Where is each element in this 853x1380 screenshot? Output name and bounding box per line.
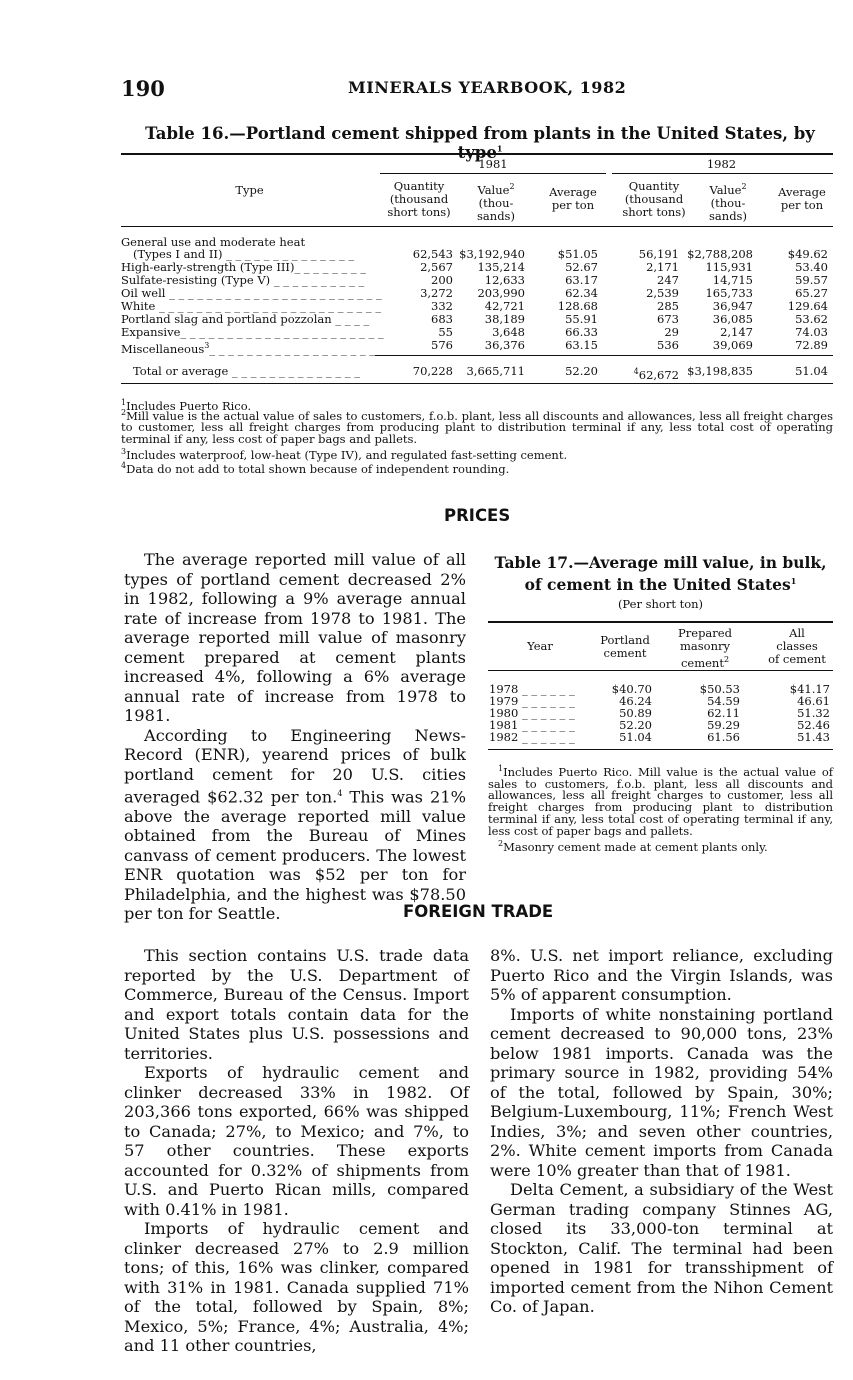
table16-cell: 332 [431,299,453,313]
table16-cell: $51.05 [557,247,598,261]
table16-cell: 165,733 [705,286,753,300]
table17-bottom-rule [488,749,833,750]
table16-col-qty-1982: Quantity (thousand short tons) [622,179,686,219]
table16-cell: 2,147 [720,325,753,339]
table16-header-rule [121,226,833,227]
table16-row-label: Expansive_ _ _ _ _ _ _ _ _ _ _ _ _ _ _ _ _ _ _ _ _ _ [121,325,384,339]
table16-footnote: $^3$Includes waterproof, low-heat (Type IV), and regulated fast-setting cement. [121,447,568,462]
table16-cell: $3,192,940 [459,247,525,261]
table16-cell: 12,633 [484,273,525,287]
table16-row-label: Sulfate-resisting (Type V) _ _ _ _ _ _ _ _ _ _ [121,273,365,287]
table17-cell: 52.20 [619,718,652,732]
table16-cell: 115,931 [705,260,753,274]
table16-cell: 59.57 [795,273,828,287]
table16-cell: 3,272 [420,286,453,300]
table17-cell: 62.11 [707,706,740,720]
foreign-trade-para: Imports of white nonstaining portland cement decreased to 90,000 tons, 23% below 1981 imports. Canada was the primary source in 1982, providing 54% of the total, followed by Spain, 30%; Belgium-Luxembourg, 11%; French West Indies, 3%; and seven other countries, 2%. White cement imports from Canada were 10% greater than that of 1981. [490,1004,833,1180]
table16-cell: 247 [657,273,679,287]
table17-year: 1978 _ _ _ _ _ _ [489,682,575,696]
table17-footnote: $^1$Includes Puerto Rico. Mill value is the actual value of sales to customers, f.o.b. plant, less all discounts and allowances, less all freight charges to customer, less all freight charges from producing plant to distribution terminal if any, less total cost of operating terminal if any, less cost of paper bags and pallets. [488,764,833,838]
table16-title: Table 16.—Portland cement shipped from plants in the United States, by $^1$ [145,124,815,154]
table16-col-val-1982: Value$^2$ (thou- sands) [709,182,747,223]
table17-footnote: $^2$Masonry cement made at cement plants only. [498,839,768,854]
table16-cell: 135,214 [477,260,525,274]
table16-total-cell: $^4$62,672 [633,367,679,382]
table17-cell: $41.17 [789,682,830,696]
prices-body [124,550,466,924]
table16-cell: 53.40 [795,260,828,274]
table17-year: 1981 _ _ _ _ _ _ [489,718,575,732]
table16-col-avg-1982: Average per ton [778,185,826,212]
table16-row-label: White _ _ _ _ _ _ _ _ _ _ _ _ _ _ _ _ _ _ _ _ _ _ _ _ [121,299,382,313]
table16-cell: 14,715 [712,273,753,287]
table16-year2: 1982 [706,157,737,171]
table16-cell: 55 [438,325,453,339]
table16-cell: 129.64 [787,299,828,313]
table16-cell: 203,990 [477,286,525,300]
foreign-trade-para: Delta Cement, a subsidiary of the West German trading company Stinnes AG, closed its 33,000-ton terminal at Stockton, Calif. The terminal had been opened in 1981 for transshipment of imported cement from the Nihon Cement Co. of Japan. [490,1180,833,1316]
table16-total-cell: $3,198,835 [687,364,753,378]
table17-cell: 51.04 [619,730,652,744]
table16-cell: 36,376 [484,338,525,352]
table16-cell: 63.15 [565,338,598,352]
table17-cell: 50.89 [619,706,652,720]
table16-total-cell: 70,228 [412,364,453,378]
table17-col-masonry: Prepared masonry cement$^2$ [678,626,732,670]
table17-cell: 52.46 [797,718,830,732]
page-number: 190 [121,76,165,101]
table16-footnote: $^4$Data do not add to total shown because of independent rounding. [121,461,510,476]
table17-header-rule [488,670,833,671]
table17-col-year: Year [527,639,553,653]
table16-year2-rule [612,173,833,174]
table16-cell: 74.03 [795,325,828,339]
table16-cell: 285 [657,299,679,313]
table17-cell: 61.56 [707,730,740,744]
table17-cell: 54.59 [707,694,740,708]
table16-total-cell: 51.04 [795,364,828,378]
table16-cell: 66.33 [565,325,598,339]
table16-year1-rule [380,173,606,174]
table16-total-label: Total or average _ _ _ _ _ _ _ _ _ _ _ _ _ _ [133,364,360,378]
table16-cell: 62.34 [565,286,598,300]
table16-cell: 53.62 [795,312,828,326]
table16-total-cell: 52.20 [565,364,598,378]
table17-col-all: All classes of cement [768,626,826,666]
running-title: MINERALS YEARBOOK, 1982 [348,78,627,97]
foreign-trade-right-column [490,946,833,1317]
table16-footnote: $^1$Includes Puerto Rico. [121,398,252,413]
table16-cell: 56,191 [638,247,679,261]
table17-year: 1979 _ _ _ _ _ _ [489,694,575,708]
table16-row-label: Portland slag and portland pozzolan _ _ _ _ [121,312,370,326]
foreign-trade-para: Exports of hydraulic cement and clinker decreased 33% in 1982. Of 203,366 tons exported, 66% was shipped to Canada; 27%, to Mexico; and 7%, to 57 other countries. These exports accounted for 0.32% of shipments from U.S. and Puerto Rican mills, compared with 0.41% in 1981. [124,1063,469,1219]
table16-cell: $2,788,208 [687,247,753,261]
prices-para: The average reported mill value of all types of portland cement decreased 2% in 1982, following a 9% average annual rate of increase from 1978 to 1981. The average reported mill value of masonry cement prepared at cement plants increased 4%, following a 6% average annual rate of increase from 1978 to 1981. [124,550,466,725]
table16-cell: 63.17 [565,273,598,287]
table16-cell: 576 [431,338,453,352]
table16-cell: 38,189 [484,312,525,326]
foreign-trade-para: This section contains U.S. trade data reported by the U.S. Department of Commerce, Bureau of the Census. Import and export totals contain data for the United States plus U.S. possessions and territories. [124,946,469,1063]
foreign-trade-heading: FOREIGN TRADE [403,902,554,921]
table17-cell: $50.53 [699,682,740,696]
table16-row-label: General use and moderate heat [121,235,306,249]
table16-col-type: Type [235,183,264,197]
table17-title: Table 17.—Average mill value, in bulk, of cement in the United States$^1$ [494,553,827,595]
table16-cell: 200 [431,273,453,287]
table16-row-label: Miscellaneous$^3$_ _ _ _ _ _ _ _ _ _ _ _ _ _ _ _ _ _ [121,341,376,356]
table17-cell: 51.32 [797,706,830,720]
table16-cell: 29 [664,325,679,339]
table16-cell: 36,085 [712,312,753,326]
table17-cell: 46.24 [619,694,652,708]
table16-row-label: Oil well _ _ _ _ _ _ _ _ _ _ _ _ _ _ _ _ _ _ _ _ _ _ _ [121,286,382,300]
table16-cell: 673 [657,312,679,326]
table16-total-rule [375,355,833,356]
table16-cell: 52.67 [565,260,598,274]
table17-subtitle: (Per short ton) [617,597,704,611]
table16-cell: 128.68 [557,299,598,313]
table16-col-qty-1981: Quantity (thousand short tons) [387,179,451,219]
table17-year: 1982 _ _ _ _ _ _ [489,730,575,744]
table16-cell: 72.89 [795,338,828,352]
table16-cell: 42,721 [484,299,525,313]
table16-cell: 62,543 [412,247,453,261]
foreign-trade-left-column [124,946,469,1356]
table17-cell: 59.29 [707,718,740,732]
table16-cell: 39,069 [712,338,753,352]
table16-row-label: (Types I and II) _ _ _ _ _ _ _ _ _ _ _ _ _ _ [133,247,355,261]
table16-cell: $49.62 [787,247,828,261]
table17-col-portland: Portland cement [600,633,650,660]
foreign-trade-para: 8%. U.S. net import reliance, excluding Puerto Rico and the Virgin Islands, was 5% of apparent consumption. [490,946,833,1004]
table17-year: 1980 _ _ _ _ _ _ [489,706,575,720]
table16-col-avg-1981: Average per ton [549,185,597,212]
table17-cell: $40.70 [611,682,652,696]
table16-cell: 2,539 [646,286,679,300]
prices-heading: PRICES [444,506,511,525]
table16-total-cell: 3,665,711 [466,364,525,378]
table16-cell: 55.91 [565,312,598,326]
table16-cell: 536 [657,338,679,352]
table16-cell: 36,947 [712,299,753,313]
prices-para: According to Engineering News-Record (ENR), yearend prices of bulk portland cement for 20 U.S. cities averaged $62.32 per ton.$^4$ This was 21% above the average reported mill value obtained from the Bureau of Mines canvass of cement producers. The lowest ENR quotation was $52 per ton for Philadelphia, and the highest was $78.50 per ton for Seattle. [124,725,466,924]
table16-row-label: High-early-strength (Type III)_ _ _ _ _ _ _ _ [121,260,367,274]
foreign-trade-para: Imports of hydraulic cement and clinker decreased 27% to 2.9 million tons; of this, 16% was clinker, compared with 31% in 1981. Canada supplied 71% of the total, followed by Spain, 8%; Mexico, 5%; France, 4%; Australia, 4%; and 11 other countries, [124,1219,469,1355]
table17-cell: 46.61 [797,694,830,708]
table16-footnote: $^2$Mill value is the actual value of sales to customers, f.o.b. plant, less all discounts and allowances, less all freight charges to customer, less all freight charges from producing plant to distribution terminal if any, less total cost of operating terminal if any, less cost of paper bags and pallets. [121,408,833,446]
table16-cell: 65.27 [795,286,828,300]
table16-top-rule [121,153,833,155]
table16-cell: 683 [431,312,453,326]
table16-col-val-1981: Value$^2$ (thou- sands) [477,182,515,223]
table17-top-rule [488,621,833,623]
table16-year1: 1981 [478,157,508,171]
table17-cell: 51.43 [797,730,830,744]
table16-bottom-rule [121,383,833,384]
table16-cell: 2,567 [420,260,453,274]
table16-cell: 2,171 [646,260,679,274]
table16-cell: 3,648 [492,325,525,339]
